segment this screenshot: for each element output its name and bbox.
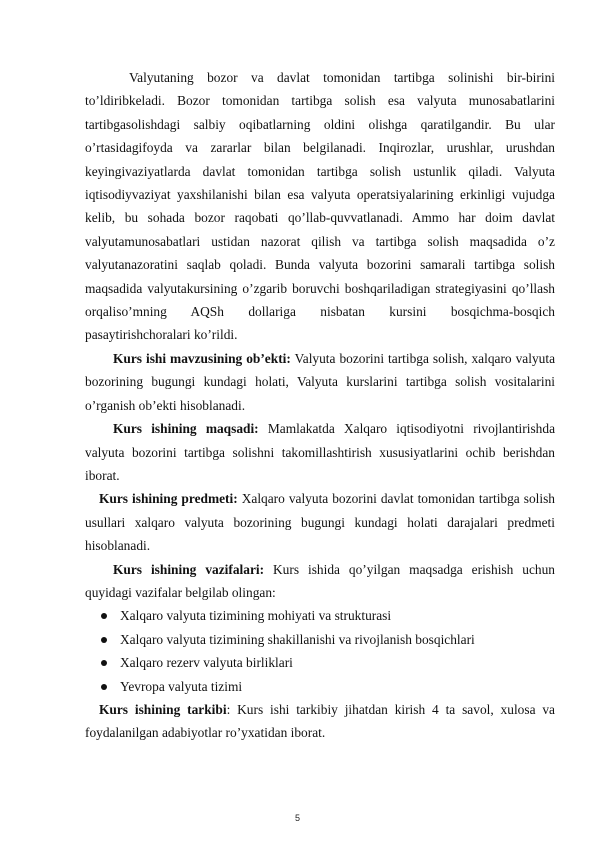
task-list — [85, 604, 555, 698]
list-item — [85, 675, 555, 698]
list-item-text: Yevropa valyuta tizimi — [120, 678, 243, 694]
list-item — [85, 651, 555, 674]
subject-text: Valyuta bozorini tartibga solish, xalqaro valyuta bozorining bugungi kundagi holati, Valyuta kurslarini tartibga solish vositalarini o’rganish ob’ekti hisoblanadi. — [85, 350, 556, 413]
list-item — [85, 604, 555, 627]
topic-paragraph — [85, 487, 555, 557]
structure-heading: Kurs ishining tarkibi — [99, 701, 227, 717]
tasks-paragraph — [85, 558, 555, 605]
page-number: 5 — [294, 813, 300, 823]
bullet-icon — [101, 637, 107, 643]
tasks-heading: Kurs ishining vazifalari: — [113, 561, 265, 577]
document-page — [85, 66, 555, 745]
intro-paragraph: Valyutaning bozor va davlat tomonidan tartibga solinishi bir-birini to’ldiribkeladi. Bozor tomonidan tartibga solish esa valyuta munosabatlarini tartibgasolishdagi salbiy oqibatlarning oldini olishga qaratilgandir. Bu ular o’rtasidagifoyda va zararlar bilan belgilanadi. Inqirozlar, urushlar, urushdan keyingivaziyatlarda davlat tomonidan tartibga solish ustunlik qiladi. Valyuta iqtisodiyvaziyat yaxshilanishi bilan esa valyuta operatsiyalarining erkinligi vujudga kelib, bu sohada bozor raqobati qo’llab-quvvatlanadi. Ammo har doim davlat valyutamunosabatlari ustidan nazorat qilish va tartibga solish maqsadida o’z valyutanazoratini saqlab qoladi. Bunda valyuta bozorini samarali tartibga solish maqsadida valyutakursining o’zgarib boruvchi boshqariladigan strategiyasini qo’llash orqaliso’mning AQSh dollariga nisbatan kursini bosqichma-bosqich pasaytirishchoralari ko’rildi. — [85, 70, 555, 343]
list-item — [85, 628, 555, 651]
tasks-text: Kurs ishida qo’yilgan maqsadga erishish uchun quyidagi vazifalar belgilab olingan: — [85, 561, 555, 600]
goal-text: Mamlakatda Xalqaro iqtisodiyotni rivojlantirishda valyuta bozorini tartibga solishni takomillashtirish xususiyatlarini ochib berishdan iborat. — [85, 421, 556, 483]
bullet-icon — [101, 660, 107, 666]
subject-heading: Kurs ishi mavzusining ob’ekti: — [113, 350, 291, 366]
structure-paragraph — [85, 698, 555, 745]
list-item-text: Xalqaro valyuta tizimining shakillanishi va rivojlanish bosqichlari — [120, 631, 475, 647]
list-item-text: Xalqaro rezerv valyuta birliklari — [120, 655, 293, 671]
bullet-icon — [101, 684, 107, 690]
bullet-icon — [101, 613, 107, 619]
goal-paragraph — [85, 417, 555, 487]
list-item-text: Xalqaro valyuta tizimining mohiyati va strukturasi — [120, 608, 392, 624]
goal-heading: Kurs ishining maqsadi: — [113, 421, 259, 437]
structure-text: : Kurs ishi tarkibiy jihatdan kirish 4 ta savol, xulosa va foydalanilgan adabiyotlar ro’yxatidan iborat. — [85, 701, 555, 741]
topic-heading: Kurs ishining predmeti: — [99, 491, 238, 507]
topic-text: Xalqaro valyuta bozorini davlat tomonidan tartibga solish usullari xalqaro valyuta bozorining bugungi kundagi holati darajalari predmeti hisoblanadi. — [85, 491, 555, 554]
subject-paragraph — [85, 347, 555, 417]
